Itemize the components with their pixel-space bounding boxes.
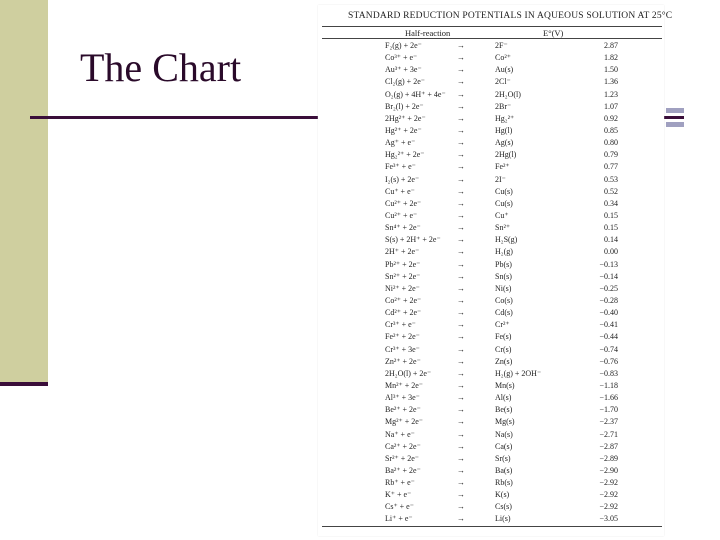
- table-row: [322, 186, 662, 198]
- product-cell: Au(s): [495, 65, 514, 75]
- potential-cell: −1.70: [599, 405, 618, 415]
- potential-cell: −0.28: [599, 295, 618, 305]
- table-row: [322, 64, 662, 76]
- arrow-cell: →: [457, 113, 465, 123]
- potential-cell: −0.25: [599, 283, 618, 293]
- potential-cell: −2.92: [599, 490, 618, 500]
- table-row: [322, 501, 662, 513]
- arrow-cell: →: [457, 125, 465, 135]
- product-cell: Be(s): [495, 405, 513, 415]
- reactant-cell: Cu²⁺ + 2e⁻: [385, 198, 422, 208]
- potential-cell: 0.79: [604, 150, 618, 160]
- product-cell: 2Br⁻: [495, 101, 512, 111]
- product-cell: Cr²⁺: [495, 320, 510, 330]
- table-row: [322, 210, 662, 222]
- product-cell: Ca(s): [495, 441, 513, 451]
- product-cell: 2H₂O(l): [495, 89, 521, 99]
- table-row: [322, 368, 662, 380]
- reactant-cell: Br₂(l) + 2e⁻: [385, 101, 424, 111]
- reactant-cell: Sr²⁺ + 2e⁻: [385, 453, 420, 463]
- potential-cell: −0.83: [599, 368, 618, 378]
- arrow-cell: →: [457, 429, 465, 439]
- decorative-bar-top: [666, 108, 684, 113]
- table-row: [322, 113, 662, 125]
- product-cell: 2F⁻: [495, 41, 508, 50]
- potential-cell: 1.23: [604, 89, 618, 99]
- potential-cell: −0.44: [599, 332, 618, 342]
- arrow-cell: →: [457, 223, 465, 233]
- arrow-cell: →: [457, 380, 465, 390]
- table-row: [322, 429, 662, 441]
- arrow-cell: →: [457, 41, 465, 50]
- table-row: [322, 404, 662, 416]
- table-row: [322, 101, 662, 113]
- slide-title: The Chart: [80, 45, 242, 90]
- arrow-cell: →: [457, 368, 465, 378]
- potential-cell: 0.92: [604, 113, 618, 123]
- reactant-cell: Ca²⁺ + 2e⁻: [385, 441, 421, 451]
- product-cell: Na(s): [495, 429, 513, 439]
- reactant-cell: Li⁺ + e⁻: [385, 514, 413, 524]
- title-underline: [30, 116, 320, 119]
- potential-cell: 0.15: [604, 210, 618, 220]
- reactant-cell: Fe²⁺ + 2e⁻: [385, 332, 420, 342]
- reactant-cell: Ni²⁺ + 2e⁻: [385, 283, 420, 293]
- potential-cell: 0.80: [604, 138, 618, 148]
- reactant-cell: Sn⁴⁺ + 2e⁻: [385, 223, 421, 233]
- potential-cell: −2.92: [599, 502, 618, 512]
- arrow-cell: →: [457, 502, 465, 512]
- decorative-bar-bottom: [666, 122, 684, 127]
- table-top-rule: [322, 26, 662, 27]
- table-row: [322, 453, 662, 465]
- reactant-cell: Cu²⁺ + e⁻: [385, 210, 418, 220]
- product-cell: Zn(s): [495, 356, 513, 366]
- reactant-cell: Ag⁺ + e⁻: [385, 138, 416, 148]
- table-row: [322, 331, 662, 343]
- arrow-cell: →: [457, 247, 465, 257]
- arrow-cell: →: [457, 465, 465, 475]
- product-cell: Co²⁺: [495, 53, 511, 63]
- potential-cell: 2.87: [604, 41, 618, 50]
- potential-cell: 0.15: [604, 223, 618, 233]
- table-row: [322, 271, 662, 283]
- arrow-cell: →: [457, 283, 465, 293]
- product-cell: Ni(s): [495, 283, 512, 293]
- potential-cell: −2.90: [599, 465, 618, 475]
- reactant-cell: Hg₂²⁺ + 2e⁻: [385, 150, 425, 160]
- potential-cell: −1.66: [599, 393, 618, 403]
- reactant-cell: Pb²⁺ + 2e⁻: [385, 259, 421, 269]
- potential-cell: 0.77: [604, 162, 618, 172]
- potential-cell: 1.82: [604, 53, 618, 63]
- potential-cell: −2.92: [599, 478, 618, 488]
- reactant-cell: F₂(g) + 2e⁻: [385, 41, 422, 50]
- table-row: [322, 283, 662, 295]
- arrow-cell: →: [457, 162, 465, 172]
- reactant-cell: 2H⁺ + 2e⁻: [385, 247, 420, 257]
- potential-cell: 1.07: [604, 101, 618, 111]
- table-title: STANDARD REDUCTION POTENTIALS IN AQUEOUS SOLUTION AT 25°C: [348, 11, 673, 21]
- product-cell: Cu⁺: [495, 210, 509, 220]
- arrow-cell: →: [457, 478, 465, 488]
- reactant-cell: Mg²⁺ + 2e⁻: [385, 417, 424, 427]
- reactant-cell: Zn²⁺ + 2e⁻: [385, 356, 421, 366]
- potential-cell: −0.13: [599, 259, 618, 269]
- product-cell: Al(s): [495, 393, 512, 403]
- product-cell: H₂(g): [495, 247, 513, 257]
- reactant-cell: Rb⁺ + e⁻: [385, 478, 415, 488]
- table-row: [322, 344, 662, 356]
- reactant-cell: Cl₂(g) + 2e⁻: [385, 77, 425, 87]
- table-row: [322, 234, 662, 246]
- arrow-cell: →: [457, 53, 465, 63]
- potential-cell: 0.53: [604, 174, 618, 184]
- table-row: [322, 295, 662, 307]
- product-cell: Mg(s): [495, 417, 515, 427]
- arrow-cell: →: [457, 210, 465, 220]
- table-row: [322, 52, 662, 64]
- arrow-cell: →: [457, 259, 465, 269]
- table-row: [322, 356, 662, 368]
- arrow-cell: →: [457, 453, 465, 463]
- table-row: [322, 259, 662, 271]
- arrow-cell: →: [457, 138, 465, 148]
- table-row: [322, 149, 662, 161]
- table-body: [322, 40, 662, 526]
- arrow-cell: →: [457, 186, 465, 196]
- table-row: [322, 222, 662, 234]
- arrow-cell: →: [457, 77, 465, 87]
- table-row: [322, 76, 662, 88]
- reactant-cell: Cu⁺ + e⁻: [385, 186, 415, 196]
- product-cell: Hg₂²⁺: [495, 113, 515, 123]
- reactant-cell: I₂(s) + 2e⁻: [385, 174, 420, 184]
- reactant-cell: Mn²⁺ + 2e⁻: [385, 380, 424, 390]
- table-row: [322, 513, 662, 525]
- reactant-cell: Fe³⁺ + e⁻: [385, 162, 416, 172]
- product-cell: Hg(l): [495, 125, 513, 135]
- reactant-cell: Cr³⁺ + 3e⁻: [385, 344, 420, 354]
- arrow-cell: →: [457, 198, 465, 208]
- product-cell: Fe(s): [495, 332, 512, 342]
- product-cell: Cu(s): [495, 186, 513, 196]
- product-cell: Mn(s): [495, 380, 515, 390]
- potential-cell: 0.34: [604, 198, 618, 208]
- arrow-cell: →: [457, 417, 465, 427]
- arrow-cell: →: [457, 356, 465, 366]
- reactant-cell: K⁺ + e⁻: [385, 490, 412, 500]
- table-header-rule: [322, 38, 662, 39]
- product-cell: Co(s): [495, 295, 513, 305]
- product-cell: 2Cl⁻: [495, 77, 511, 87]
- potential-cell: 0.00: [604, 247, 618, 257]
- reactant-cell: 2H₂O(l) + 2e⁻: [385, 368, 432, 378]
- reactant-cell: Au³⁺ + 3e⁻: [385, 65, 422, 75]
- reactant-cell: Na⁺ + e⁻: [385, 429, 415, 439]
- reactant-cell: Ba²⁺ + 2e⁻: [385, 465, 421, 475]
- arrow-cell: →: [457, 344, 465, 354]
- arrow-cell: →: [457, 295, 465, 305]
- product-cell: Cr(s): [495, 344, 512, 354]
- product-cell: Pb(s): [495, 259, 512, 269]
- arrow-cell: →: [457, 89, 465, 99]
- product-cell: K(s): [495, 490, 510, 500]
- potential-cell: 1.50: [604, 65, 618, 75]
- arrow-cell: →: [457, 101, 465, 111]
- reactant-cell: Cs⁺ + e⁻: [385, 502, 414, 512]
- arrow-cell: →: [457, 514, 465, 524]
- table-row: [322, 198, 662, 210]
- table-row: [322, 319, 662, 331]
- product-cell: 2I⁻: [495, 174, 506, 184]
- header-half-reaction: Half-reaction: [405, 28, 451, 38]
- product-cell: Cd(s): [495, 308, 513, 318]
- potential-cell: −2.71: [599, 429, 618, 439]
- product-cell: Ba(s): [495, 465, 513, 475]
- reactant-cell: Cd²⁺ + 2e⁻: [385, 308, 422, 318]
- table-row: [322, 137, 662, 149]
- product-cell: Fe²⁺: [495, 162, 510, 172]
- potential-cell: 1.36: [604, 77, 618, 87]
- table-row: [322, 307, 662, 319]
- product-cell: Sn²⁺: [495, 223, 511, 233]
- title-underline-right: [664, 116, 684, 119]
- potential-cell: 0.85: [604, 125, 618, 135]
- potential-cell: −2.89: [599, 453, 618, 463]
- reactant-cell: Co²⁺ + 2e⁻: [385, 295, 422, 305]
- potential-cell: −0.40: [599, 308, 618, 318]
- reactant-cell: Hg²⁺ + 2e⁻: [385, 125, 422, 135]
- table-bottom-rule: [322, 526, 662, 527]
- arrow-cell: →: [457, 490, 465, 500]
- left-accent-band: [0, 0, 48, 386]
- reactant-cell: O₂(g) + 4H⁺ + 4e⁻: [385, 89, 446, 99]
- reactant-cell: Co³⁺ + e⁻: [385, 53, 418, 63]
- arrow-cell: →: [457, 393, 465, 403]
- arrow-cell: →: [457, 150, 465, 160]
- reactant-cell: Al³⁺ + 3e⁻: [385, 393, 420, 403]
- product-cell: Sr(s): [495, 453, 511, 463]
- potential-cell: −3.05: [599, 514, 618, 524]
- arrow-cell: →: [457, 174, 465, 184]
- table-row: [322, 392, 662, 404]
- product-cell: Cu(s): [495, 198, 513, 208]
- arrow-cell: →: [457, 308, 465, 318]
- product-cell: H₂S(g): [495, 235, 518, 245]
- table-row: [322, 416, 662, 428]
- product-cell: Sn(s): [495, 271, 512, 281]
- potential-cell: −0.74: [599, 344, 618, 354]
- product-cell: Rb(s): [495, 478, 513, 488]
- arrow-cell: →: [457, 235, 465, 245]
- table-row: [322, 380, 662, 392]
- table-row: [322, 441, 662, 453]
- reactant-cell: 2Hg²⁺ + 2e⁻: [385, 113, 426, 123]
- reactant-cell: S(s) + 2H⁺ + 2e⁻: [385, 235, 441, 245]
- potential-cell: −1.18: [599, 380, 618, 390]
- potential-cell: 0.14: [604, 235, 618, 245]
- arrow-cell: →: [457, 320, 465, 330]
- arrow-cell: →: [457, 271, 465, 281]
- potential-cell: −0.14: [599, 271, 618, 281]
- table-row: [322, 477, 662, 489]
- product-cell: 2Hg(l): [495, 150, 517, 160]
- table-row: [322, 246, 662, 258]
- header-potential: E°(V): [543, 28, 564, 38]
- table-row: [322, 174, 662, 186]
- table-row: [322, 465, 662, 477]
- potential-cell: −2.37: [599, 417, 618, 427]
- product-cell: Ag(s): [495, 138, 514, 148]
- table-row: [322, 489, 662, 501]
- arrow-cell: →: [457, 441, 465, 451]
- table-row: [322, 125, 662, 137]
- product-cell: Cs(s): [495, 502, 512, 512]
- table-row: [322, 89, 662, 101]
- reactant-cell: Cr³⁺ + e⁻: [385, 320, 416, 330]
- potential-cell: −0.76: [599, 356, 618, 366]
- product-cell: Li(s): [495, 514, 511, 524]
- left-accent-rule: [0, 382, 48, 386]
- potential-cell: −0.41: [599, 320, 618, 330]
- reactant-cell: Sn²⁺ + 2e⁻: [385, 271, 421, 281]
- arrow-cell: →: [457, 65, 465, 75]
- potential-cell: 0.52: [604, 186, 618, 196]
- reactant-cell: Be²⁺ + 2e⁻: [385, 405, 421, 415]
- potential-cell: −2.87: [599, 441, 618, 451]
- arrow-cell: →: [457, 332, 465, 342]
- arrow-cell: →: [457, 405, 465, 415]
- product-cell: H₂(g) + 2OH⁻: [495, 368, 542, 378]
- table-row: [322, 161, 662, 173]
- table-row: [322, 40, 662, 52]
